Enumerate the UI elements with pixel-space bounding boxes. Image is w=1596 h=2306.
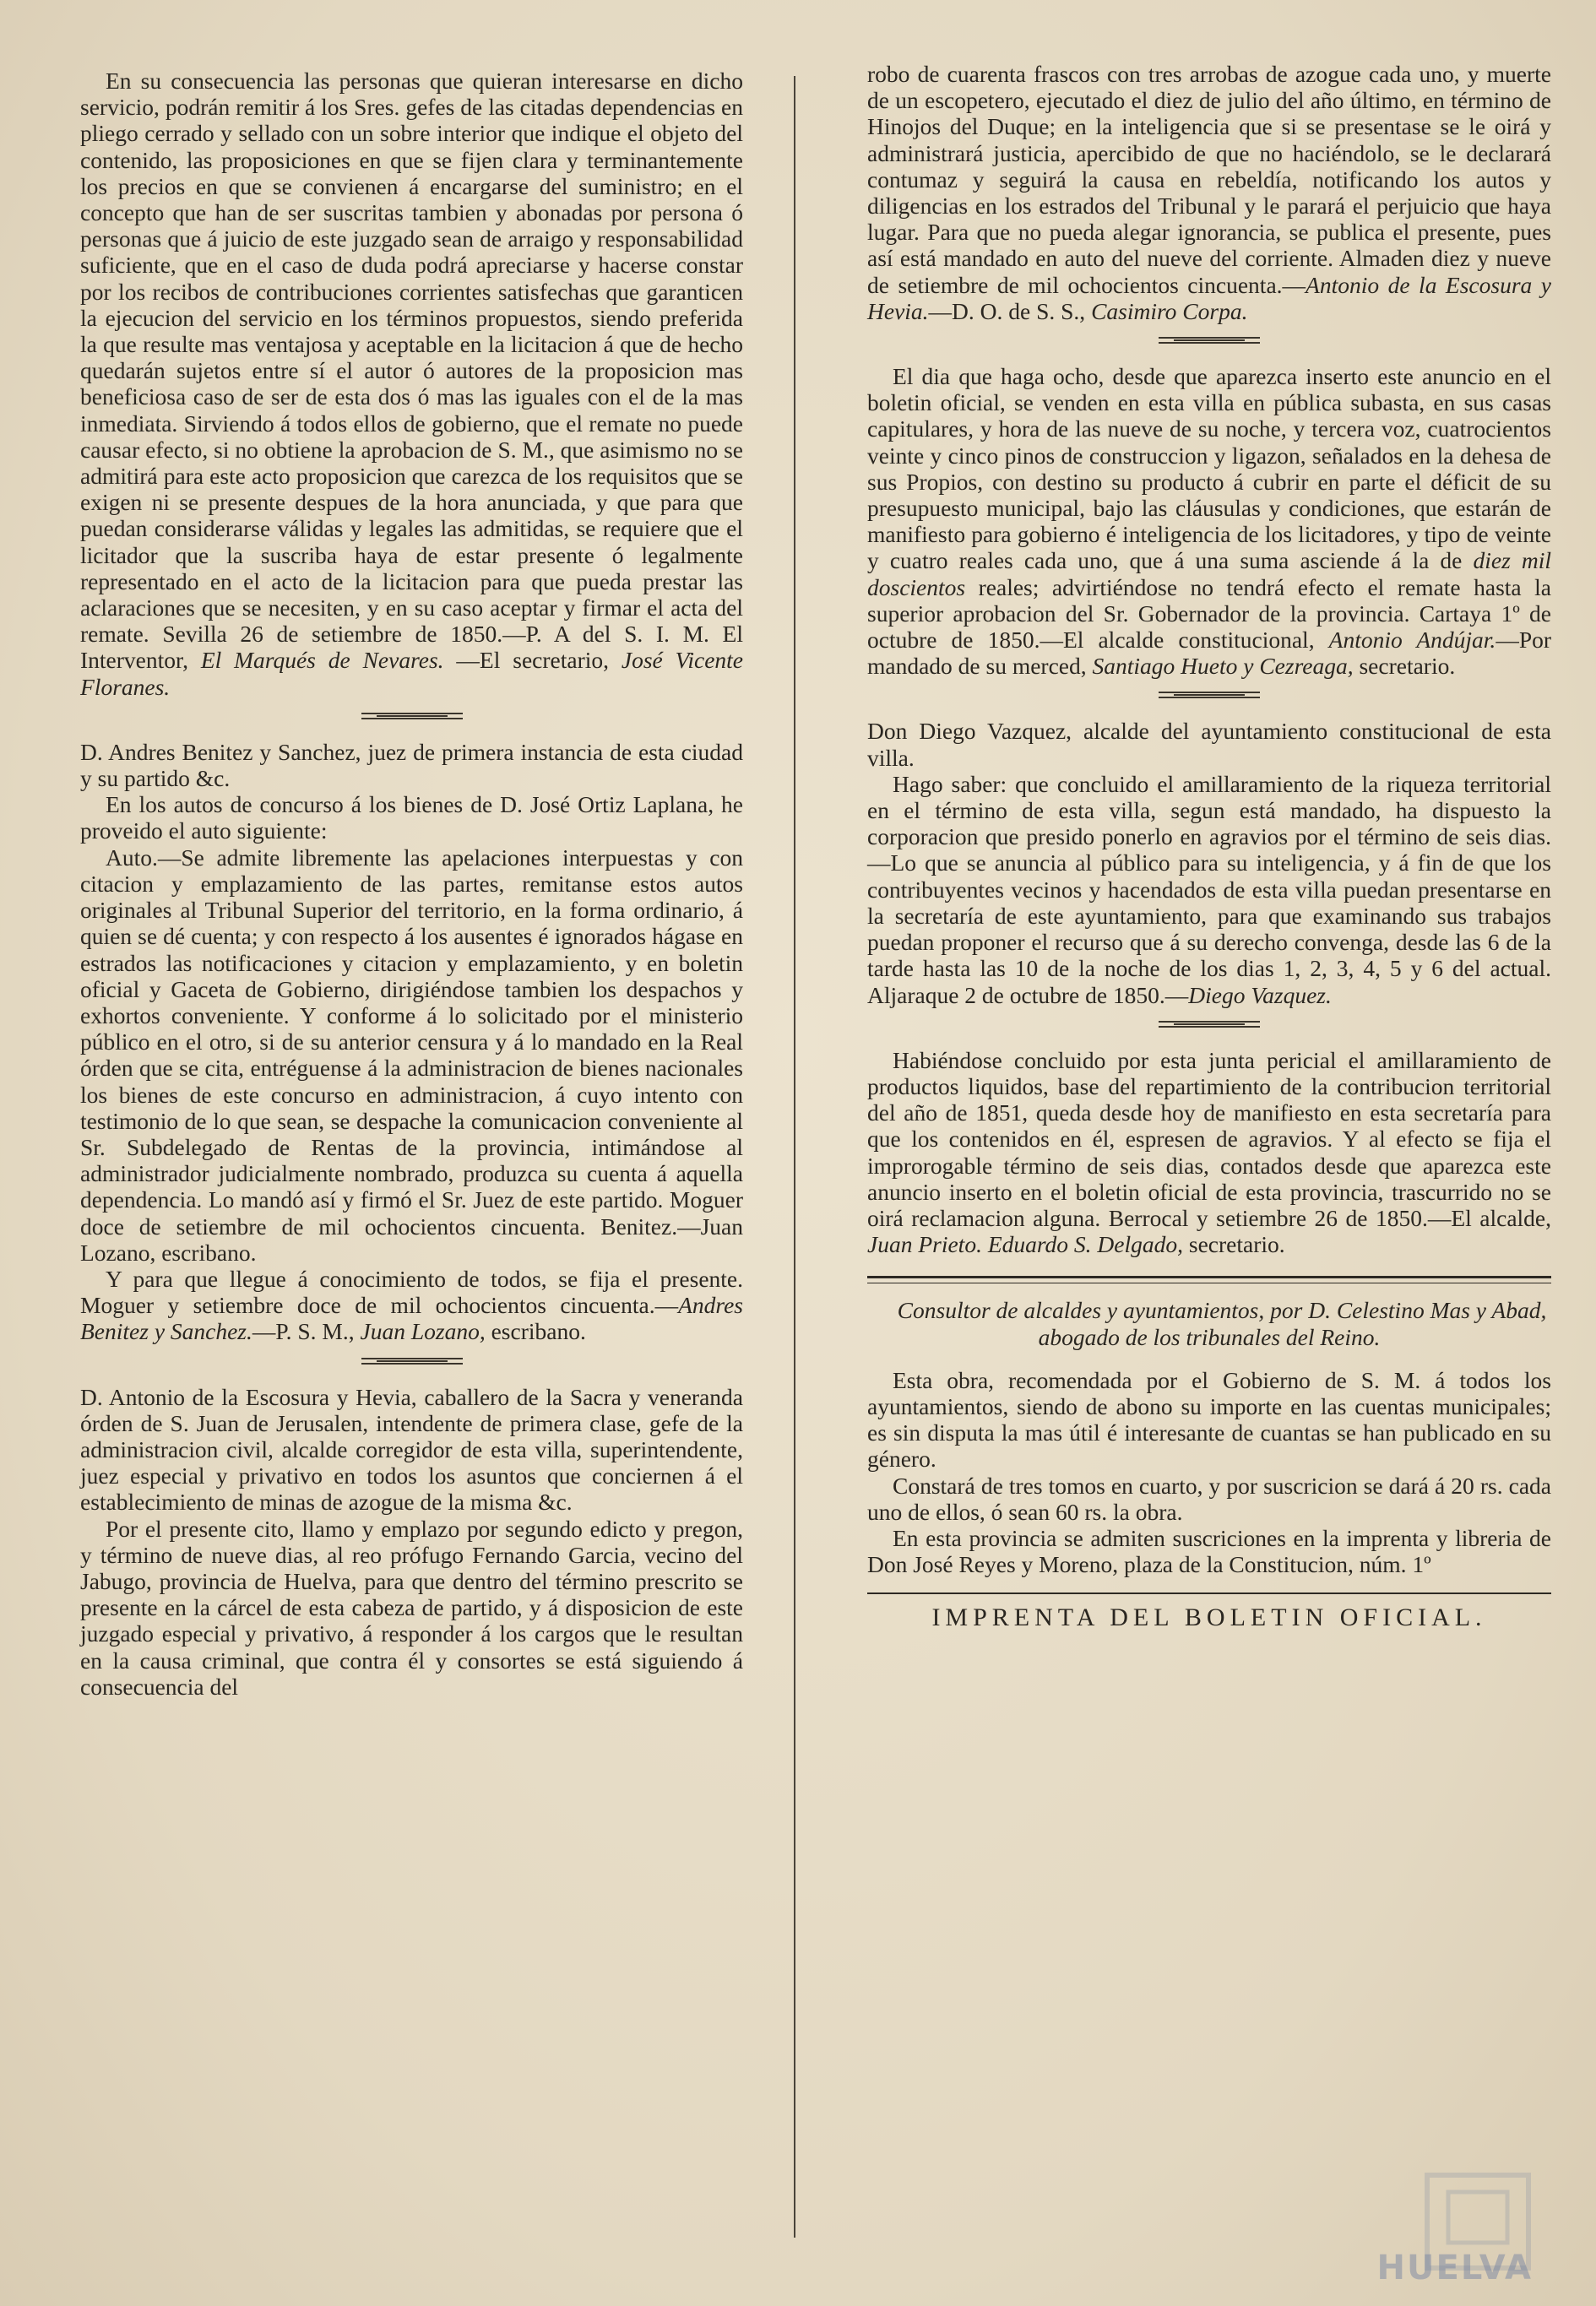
- concurso-paragraph: En los autos de concurso á los bienes de D. José Ortiz Laplana, he proveido el auto siguiente:: [80, 791, 743, 844]
- right-column: [867, 61, 1551, 1631]
- section-separator: [1159, 691, 1260, 699]
- column-divider: [794, 76, 795, 2238]
- edicto-body: robo de cuarenta frascos con tres arrobas de azogue cada uno, y muerte de un escopetero, ejecutado el diez de julio del año último, en término de Hinojos del Duque; en la inteligencia que si se presentase se le oirá y administrará justicia, apercibido de que no haciéndolo, se le declarará contumaz y seguirá la causa en rebeldía, notificando los autos y diligencias en los estrados del Tribunal y le parará el perjuicio que haya lugar. Para que no pueda alegar ignorancia, se publica el presente, pues así está mandado en auto del nueve del corriente. Almaden diez y nueve de setiembre de mil ochocientos cincuenta.—: [867, 61, 1551, 298]
- signature-lozano: Juan Lozano,: [360, 1318, 486, 1345]
- signature-secretary: José Vicente Floranes.: [80, 647, 744, 700]
- subasta-paragraph: [867, 363, 1551, 679]
- section-separator: [361, 712, 463, 720]
- signature-vazquez: Diego Vazquez.: [1188, 981, 1332, 1008]
- signature-role: secretario.: [1353, 653, 1456, 680]
- amillaramiento-paragraph: [867, 771, 1551, 1008]
- section-separator: [361, 1357, 463, 1365]
- signature-interventor: El Marqués de Nevares.: [200, 647, 444, 674]
- signature-role: secretario.: [1183, 1231, 1285, 1258]
- imprenta-footer: IMPRENTA DEL BOLETIN OFICIAL.: [931, 1603, 1487, 1632]
- section-heading-benitez: D. Andres Benitez y Sanchez, juez de primera instancia de esta ciudad y su partido &c.: [80, 738, 743, 792]
- section-heading-vazquez: Don Diego Vazquez, alcalde del ayuntamiento constitucional de esta villa.: [867, 718, 1551, 771]
- junta-body: Habiéndose concluido por esta junta pericial el amillaramiento de productos liquidos, base del repartimiento de la contribucion territorial del año de 1851, queda desde hoy de manifiesto en esta secretaría para que los contenidos en él, espresen de agravios. Y al efecto se fija el improrogable término de seis dias, contados desde que aparezca este anuncio inserto en el boletin oficial de esta provincia, trascurrido no se oirá reclamacion alguna. Berrocal y setiembre 26 de 1850.—El alcalde,: [867, 1046, 1551, 1231]
- signature-role: —El secretario,: [443, 647, 609, 674]
- suministro-announcement: [80, 68, 743, 700]
- edicto-paragraph: Por el presente cito, llamo y emplazo por segundo edicto y pregon, y término de nueve dias, al reo prófugo Fernando Garcia, vecino del Jabugo, provincia de Huelva, para que dentro del término prescrito se presente en la cárcel de esta cabeza de partido, y á disposicion de este juzgado especial y privativo, á responder á los cargos que le resultan en la causa criminal, que contra él y consortes se está siguiendo á consecuencia del: [80, 1515, 743, 1700]
- signature-prieto: Juan Prieto.: [867, 1231, 982, 1258]
- consultor-paragraph-1: Esta obra, recomendada por el Gobierno de S. M. á todos los ayuntamientos, siendo de abono su importe en las cuentas municipales; es sin disputa la mas útil é interesante de cuantas se han publicado en su género.: [867, 1366, 1551, 1473]
- section-separator: [1159, 1020, 1260, 1028]
- signature-corpa: Casimiro Corpa.: [1091, 297, 1248, 324]
- consultor-paragraph-3: En esta provincia se admiten suscriciones en la imprenta y libreria de Don José Reyes y Moreno, plaza de la Constitucion, núm. 1º: [867, 1524, 1551, 1578]
- signature-role: escribano.: [485, 1318, 586, 1345]
- signature-andujar: Antonio Andújar.: [1328, 627, 1496, 654]
- signature-delgado: Eduardo S. Delgado,: [987, 1231, 1184, 1258]
- signature-benitez: Andres Benitez y Sanchez.: [80, 1292, 743, 1345]
- edicto-continuation: [867, 61, 1551, 324]
- announcement-body: En su consecuencia las personas que quieran interesarse en dicho servicio, podrán remitir á los Sres. gefes de las citadas dependencias en pliego cerrado y sellado con un sobre interior que indique el objeto del contenido, las proposiciones en que se fijen clara y terminantemente los precios en que se convienen á encargarse del suministro; en el concepto que han de ser suscritas tambien y abonadas por persona ó personas que á juicio de este juzgado sean de arraigo y responsabilidad suficiente, que en el caso de duda podrá apreciarse y hacerse constar por los recibos de contribuciones corrientes satisfechas que garanticen la ejecucion del servicio en los términos propuestos, siendo preferida la que resulte mas ventajosa y aceptable en la licitacion á que de hecho quedarán sujetos entre sí el autor ó autores de la proposicion mas beneficiosa caso de ser de esta dos ó mas las iguales con el de la mas inmediata. Sirviendo á todos ellos de gobierno, que el remate no puede causar efecto, si no obtiene la aprobacion de S. M., que asimismo no se admitirá para este acto proposicion que carezca de los requisitos que se exigen ni se presente despues de la hora anunciada, y que para que puedan considerarse válidas y legales las admitidas, se requiere que el licitador que la suscriba haya de estar presente ó legalmente representado en el acto de la licitacion para que pueda prestar las aclaraciones que se necesiten, y en su caso aceptar y firmar el acta del remate. Sevilla 26 de setiembre de 1850.—P. A del S. I. M. El Interventor,: [80, 68, 743, 674]
- auto-paragraph: Auto.—Se admite libremente las apelaciones interpuestas y con citacion y emplazamiento de las partes, remitanse estos autos originales al Tribunal Superior del territorio, en la forma ordinario, á quien se dé cuenta; y con respecto á los ausentes é ignorados hágase en estrados las notificaciones y citacion y emplazamiento, y en boletin oficial y Gaceta de Gobierno, dirigiéndose tambien los despachos y exhortos conveniente. Y conforme á lo solicitado por el ministerio público en el otro, si de su anterior censura y á lo mandado en la Real órden que se cita, entréguense á la administracion de bienes nacionales los bienes de este concurso en administracion, á cuyo intento con testimonio de lo que sean, se despache la comunicacion conveniente al Sr. Subdelegado de Rentas de la provincia, intimándose al administrador judicialmente nombrado, produzca su cuenta á aquella dependencia. Lo mandó así y firmó el Sr. Juez de este partido. Moguer doce de setiembre de mil ochocientos cincuenta. Benitez.—Juan Lozano, escribano.: [80, 844, 743, 1266]
- junta-pericial-paragraph: [867, 1047, 1551, 1258]
- signature-escosura: Antonio de la Escosura y Hevia.: [867, 271, 1551, 324]
- notice-rule: [867, 1276, 1551, 1283]
- fija-paragraph: [80, 1266, 743, 1345]
- left-column: [80, 68, 743, 1700]
- subasta-amount: diez mil doscientos: [867, 547, 1551, 600]
- section-heading-escosura: D. Antonio de la Escosura y Hevia, caballero de la Sacra y veneranda órden de S. Juan de Jerusalen, intendente de primera clase, gefe de la administracion civil, alcalde corregidor de esta villa, superintendente, juez especial y privativo en todos los asuntos que conciernen á el establecimiento de minas de azogue de la misma &c.: [80, 1383, 743, 1516]
- footer-rule: [867, 1592, 1551, 1596]
- signature-psm: —P. S. M.,: [252, 1318, 355, 1345]
- subasta-body-end: reales; advirtiéndose no tendrá efecto el remate hasta la superior aprobacion del Sr. Gobernador de la provincia. Cartaya 1º de octubre de 1850.—El alcalde constitucional,: [867, 573, 1551, 654]
- signature-role: —Por mandado de su merced,: [867, 627, 1552, 680]
- signature-role: —D. O. de S. S.,: [928, 297, 1086, 324]
- section-separator: [1159, 336, 1260, 345]
- consultor-title: Consultor de alcaldes y ayuntamientos, por D. Celestino Mas y Abad, abogado de los tribunales del Reino.: [897, 1297, 1547, 1350]
- signature-hueto: Santiago Hueto y Cezreaga,: [1092, 653, 1354, 680]
- amillaramiento-body: Hago saber: que concluido el amillaramiento de la riqueza territorial en el término de esta villa, segun está mandado, ha dispuesto la corporacion que presido ponerlo en agravios por el término de seis dias.—Lo que se anuncia al público para su inteligencia, y á fin de que los contribuyentes vecinos y hacendados de esta villa puedan presentarse en la secretaría de este ayuntamiento, para que examinando sus trabajos puedan proponer el recurso que á su derecho convenga, desde las 6 de la tarde hasta las 10 de la noche de los dias 1, 2, 3, 4, 5 y 6 del actual. Aljaraque 2 de octubre de 1850.—: [867, 770, 1551, 1008]
- watermark-text: HUELVA: [1376, 2249, 1533, 2287]
- subasta-body: El dia que haga ocho, desde que aparezca inserto este anuncio en el boletin oficial, se venden en esta villa en pública subasta, en sus casas capitulares, y hora de las nueve de su noche, y tercera voz, cuatrocientos veinte y cinco pinos de construccion y ligazon, señalados en la dehesa de sus Propios, con destino su producto á cubrir en parte el déficit de su presupuesto municipal, bajo las cláusulas y condiciones, que estarán de manifiesto para gobierno é inteligencia de los licitadores, y tipo de veinte y cuatro reales cada uno, que á una suma asciende á la de: [867, 363, 1551, 574]
- fija-body: Y para que llegue á conocimiento de todos, se fija el presente. Moguer y setiembre doce de mil ochocientos cincuenta.—: [80, 1265, 743, 1319]
- consultor-paragraph-2: Constará de tres tomos en cuarto, y por suscricion se dará á 20 rs. cada uno de ellos, ó sean 60 rs. la obra.: [867, 1472, 1551, 1525]
